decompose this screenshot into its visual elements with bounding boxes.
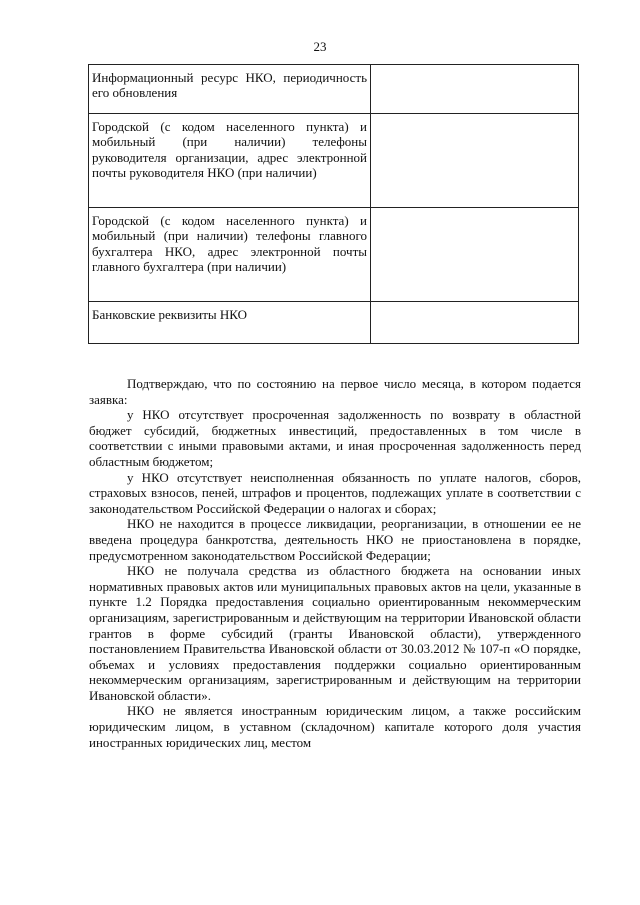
paragraph-no-debt: у НКО отсутствует просроченная задолженность по возврату в областной бюджет субсидий, бюджетных инвестиций, предоставленных в том числе в соответствии с иными правовыми актами, и иная просроченная задолженность перед областным бюджетом; bbox=[89, 407, 581, 469]
table-row bbox=[89, 302, 579, 344]
table-cell-label: Информационный ресурс НКО, периодичность его обновления bbox=[89, 65, 371, 114]
paragraph-no-other-funding: НКО не получала средства из областного бюджета на основании иных нормативных правовых актов или муниципальных правовых актов на цели, указанные в пункте 1.2 Порядка предоставления социально ориентированным некоммерческим организациям, зарегистрированным и действующим на территории Ивановской области грантов в форме субсидий (гранты Ивановской области), утвержденного постановлением Правительства Ивановской области от 30.03.2012 № 107-п «О порядке, объемах и условиях предоставления поддержки социально ориентированным некоммерческим организациям, зарегистрированным и действующим на территории Ивановской области». bbox=[89, 563, 581, 703]
table-cell-label: Банковские реквизиты НКО bbox=[89, 302, 371, 344]
document-body bbox=[89, 376, 581, 750]
table-cell-value bbox=[371, 208, 579, 302]
table-cell-value bbox=[371, 65, 579, 114]
paragraph-no-liquidation: НКО не находится в процессе ликвидации, реорганизации, в отношении ее не введена процедура банкротства, деятельность НКО не приостановлена в порядке, предусмотренном законодательством Российской Федерации; bbox=[89, 516, 581, 563]
page-number: 23 bbox=[313, 39, 327, 54]
table-row bbox=[89, 114, 579, 208]
table-cell-value bbox=[371, 302, 579, 344]
paragraph-not-foreign: НКО не является иностранным юридическим лицом, а также российским юридическим лицом, в уставном (складочном) капитале которого доля участия иностранных юридических лиц, местом bbox=[89, 703, 581, 750]
organization-info-table bbox=[88, 64, 579, 344]
table-cell-label: Городской (с кодом населенного пункта) и мобильный (при наличии) телефоны главного бухгалтера НКО, адрес электронной почты главного бухгалтера (при наличии) bbox=[89, 208, 371, 302]
paragraph-no-tax-arrears: у НКО отсутствует неисполненная обязанность по уплате налогов, сборов, страховых взносов, пеней, штрафов и процентов, подлежащих уплате в соответствии с законодательством Российской Федерации о налогах и сборах; bbox=[89, 469, 581, 516]
table-cell-label: Городской (с кодом населенного пункта) и мобильный (при наличии) телефоны руководителя организации, адрес электронной почты руководителя НКО (при наличии) bbox=[89, 114, 371, 208]
paragraph-intro: Подтверждаю, что по состоянию на первое число месяца, в котором подается заявка: bbox=[89, 376, 581, 407]
table-cell-value bbox=[371, 114, 579, 208]
table-row bbox=[89, 208, 579, 302]
table-row bbox=[89, 65, 579, 114]
